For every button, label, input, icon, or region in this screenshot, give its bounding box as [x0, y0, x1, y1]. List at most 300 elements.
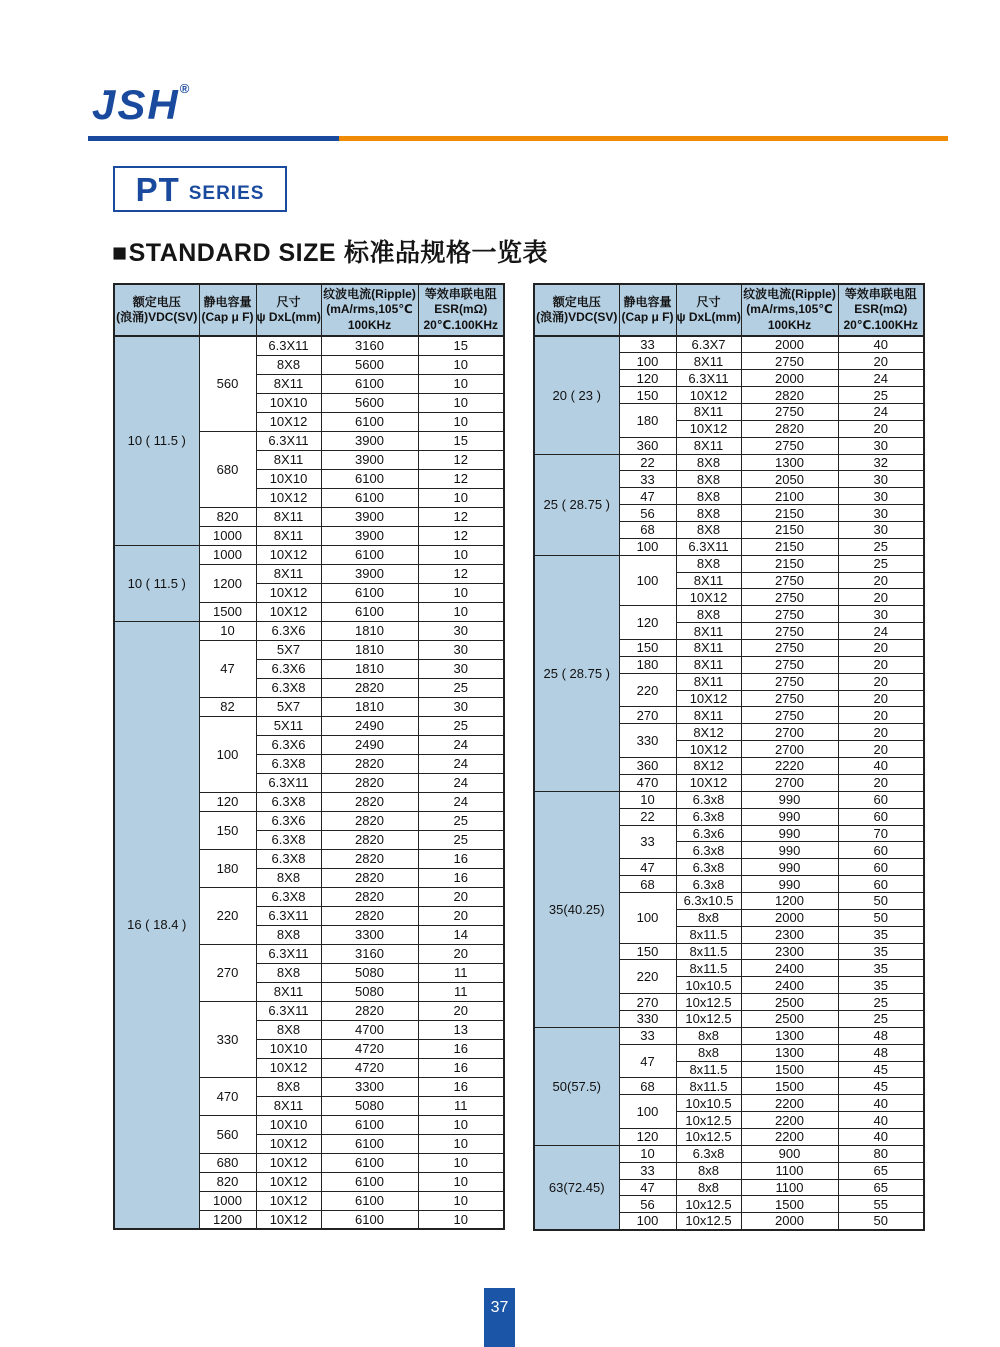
esr-cell: 45	[838, 1078, 924, 1095]
esr-cell: 35	[838, 960, 924, 977]
ripple-cell: 2750	[741, 673, 838, 690]
ripple-cell: 3900	[321, 507, 418, 526]
spec-row	[534, 1145, 924, 1162]
capacitance-cell: 680	[199, 431, 256, 507]
esr-cell: 20	[418, 944, 504, 963]
size-cell: 5X7	[256, 640, 321, 659]
esr-cell: 20	[418, 887, 504, 906]
ripple-cell: 2750	[741, 606, 838, 623]
capacitance-cell: 56	[619, 1196, 676, 1213]
ripple-cell: 2700	[741, 774, 838, 791]
ripple-cell: 2750	[741, 640, 838, 657]
size-cell: 8X12	[676, 758, 741, 775]
ripple-cell: 2750	[741, 572, 838, 589]
size-cell: 8x8	[676, 1179, 741, 1196]
size-cell: 10x12.5	[676, 1213, 741, 1230]
capacitance-cell: 1000	[199, 1191, 256, 1210]
ripple-cell: 2000	[741, 909, 838, 926]
size-cell: 5X7	[256, 697, 321, 716]
ripple-cell: 990	[741, 876, 838, 893]
size-cell: 6.3X6	[256, 659, 321, 678]
ripple-cell: 6100	[321, 545, 418, 564]
capacitance-cell: 330	[199, 1001, 256, 1077]
capacitance-cell: 10	[619, 791, 676, 808]
capacitance-cell: 47	[619, 859, 676, 876]
ripple-cell: 3900	[321, 450, 418, 469]
capacitance-cell: 270	[199, 944, 256, 1001]
size-cell: 8X11	[676, 623, 741, 640]
esr-cell: 24	[418, 754, 504, 773]
size-cell: 6.3x8	[676, 1145, 741, 1162]
capacitance-cell: 560	[199, 1115, 256, 1153]
capacitance-cell: 82	[199, 697, 256, 716]
size-cell: 10X10	[256, 1039, 321, 1058]
ripple-cell: 6100	[321, 583, 418, 602]
esr-cell: 20	[838, 640, 924, 657]
ripple-cell: 990	[741, 808, 838, 825]
ripple-cell: 1100	[741, 1179, 838, 1196]
ripple-cell: 1810	[321, 621, 418, 640]
column-header: 纹波电流(Ripple) (mA/rms,105℃ 100KHz	[321, 284, 418, 336]
esr-cell: 50	[838, 892, 924, 909]
esr-cell: 10	[418, 355, 504, 374]
esr-cell: 25	[838, 538, 924, 555]
ripple-cell: 3300	[321, 925, 418, 944]
esr-cell: 40	[838, 1095, 924, 1112]
capacitance-cell: 180	[199, 849, 256, 887]
esr-cell: 10	[418, 488, 504, 507]
ripple-cell: 1500	[741, 1078, 838, 1095]
ripple-cell: 3160	[321, 944, 418, 963]
esr-cell: 11	[418, 982, 504, 1001]
esr-cell: 14	[418, 925, 504, 944]
esr-cell: 20	[418, 906, 504, 925]
capacitance-cell: 1000	[199, 526, 256, 545]
esr-cell: 25	[838, 994, 924, 1011]
esr-cell: 40	[838, 336, 924, 353]
size-cell: 6.3x8	[676, 842, 741, 859]
column-header: 等效串联电阻 ESR(mΩ) 20℃.100KHz	[838, 284, 924, 336]
size-cell: 6.3X11	[256, 1001, 321, 1020]
ripple-cell: 2750	[741, 623, 838, 640]
ripple-cell: 2220	[741, 758, 838, 775]
column-header: 尺寸 ψ DxL(mm)	[256, 284, 321, 336]
ripple-cell: 4720	[321, 1058, 418, 1077]
ripple-cell: 2150	[741, 555, 838, 572]
spec-table-right	[533, 283, 925, 1231]
column-header: 静电容量 (Cap μ F)	[619, 284, 676, 336]
size-cell: 6.3X8	[256, 830, 321, 849]
esr-cell: 10	[418, 1153, 504, 1172]
capacitance-cell: 100	[619, 353, 676, 370]
size-cell: 6.3X8	[256, 849, 321, 868]
capacitance-cell: 47	[619, 1044, 676, 1078]
ripple-cell: 6100	[321, 469, 418, 488]
capacitance-cell: 1000	[199, 545, 256, 564]
ripple-cell: 6100	[321, 602, 418, 621]
esr-cell: 60	[838, 808, 924, 825]
esr-cell: 30	[838, 437, 924, 454]
size-cell: 10X12	[676, 774, 741, 791]
ripple-cell: 2820	[321, 830, 418, 849]
ripple-cell: 2500	[741, 994, 838, 1011]
size-cell: 8X11	[256, 1096, 321, 1115]
esr-cell: 12	[418, 526, 504, 545]
size-cell: 6.3X11	[256, 336, 321, 355]
ripple-cell: 1810	[321, 640, 418, 659]
ripple-cell: 2750	[741, 707, 838, 724]
ripple-cell: 2820	[321, 887, 418, 906]
esr-cell: 11	[418, 963, 504, 982]
esr-cell: 20	[838, 673, 924, 690]
ripple-cell: 2000	[741, 336, 838, 353]
size-cell: 10X12	[676, 741, 741, 758]
esr-cell: 30	[838, 606, 924, 623]
esr-cell: 16	[418, 1077, 504, 1096]
esr-cell: 40	[838, 1128, 924, 1145]
capacitance-cell: 180	[619, 656, 676, 673]
esr-cell: 10	[418, 1191, 504, 1210]
esr-cell: 40	[838, 758, 924, 775]
size-cell: 6.3X11	[256, 944, 321, 963]
ripple-cell: 2200	[741, 1095, 838, 1112]
capacitance-cell: 120	[619, 370, 676, 387]
ripple-cell: 2700	[741, 724, 838, 741]
ripple-cell: 2750	[741, 353, 838, 370]
ripple-cell: 3300	[321, 1077, 418, 1096]
ripple-cell: 2750	[741, 404, 838, 421]
esr-cell: 60	[838, 859, 924, 876]
ripple-cell: 2200	[741, 1128, 838, 1145]
esr-cell: 10	[418, 1134, 504, 1153]
voltage-cell: 20 ( 23 )	[534, 336, 619, 454]
ripple-cell: 990	[741, 842, 838, 859]
column-header: 尺寸 ψ DxL(mm)	[676, 284, 741, 336]
esr-cell: 35	[838, 943, 924, 960]
esr-cell: 35	[838, 926, 924, 943]
esr-cell: 20	[838, 707, 924, 724]
size-cell: 8x8	[676, 1044, 741, 1061]
ripple-cell: 6100	[321, 488, 418, 507]
ripple-cell: 2820	[321, 773, 418, 792]
size-cell: 6.3x8	[676, 859, 741, 876]
size-cell: 6.3X8	[256, 792, 321, 811]
size-cell: 10X12	[256, 1134, 321, 1153]
spec-row	[534, 454, 924, 471]
capacitance-cell: 22	[619, 454, 676, 471]
size-cell: 10X12	[676, 589, 741, 606]
ripple-cell: 2490	[321, 735, 418, 754]
capacitance-cell: 33	[619, 471, 676, 488]
size-cell: 8X11	[256, 982, 321, 1001]
size-cell: 8X11	[676, 437, 741, 454]
capacitance-cell: 100	[199, 716, 256, 792]
ripple-cell: 2820	[741, 387, 838, 404]
esr-cell: 80	[838, 1145, 924, 1162]
esr-cell: 65	[838, 1179, 924, 1196]
ripple-cell: 2750	[741, 690, 838, 707]
esr-cell: 30	[418, 640, 504, 659]
ripple-cell: 2820	[321, 906, 418, 925]
esr-cell: 30	[838, 471, 924, 488]
esr-cell: 10	[418, 1172, 504, 1191]
size-cell: 6.3x8	[676, 876, 741, 893]
voltage-cell: 16 ( 18.4 )	[114, 621, 199, 1229]
ripple-cell: 2820	[321, 849, 418, 868]
ripple-cell: 2500	[741, 1010, 838, 1027]
column-header: 额定电压 (浪涌)VDC(SV)	[534, 284, 619, 336]
capacitance-cell: 100	[619, 555, 676, 606]
ripple-cell: 2820	[321, 811, 418, 830]
brand-logo	[92, 82, 189, 126]
ripple-cell: 2150	[741, 522, 838, 539]
size-cell: 10X12	[256, 602, 321, 621]
size-cell: 8X8	[676, 522, 741, 539]
esr-cell: 30	[418, 659, 504, 678]
ripple-cell: 2820	[321, 868, 418, 887]
esr-cell: 24	[418, 735, 504, 754]
capacitance-cell: 100	[619, 538, 676, 555]
ripple-cell: 2300	[741, 926, 838, 943]
esr-cell: 70	[838, 825, 924, 842]
esr-cell: 25	[838, 555, 924, 572]
capacitance-cell: 120	[619, 1128, 676, 1145]
esr-cell: 10	[418, 412, 504, 431]
esr-cell: 12	[418, 507, 504, 526]
esr-cell: 20	[838, 589, 924, 606]
capacitance-cell: 270	[619, 994, 676, 1011]
section-heading-en: STANDARD SIZE	[128, 239, 337, 267]
size-cell: 6.3X7	[676, 336, 741, 353]
size-cell: 10X12	[256, 488, 321, 507]
capacitance-cell: 680	[199, 1153, 256, 1172]
ripple-cell: 6100	[321, 1172, 418, 1191]
ripple-cell: 6100	[321, 1153, 418, 1172]
esr-cell: 10	[418, 1115, 504, 1134]
capacitance-cell: 470	[619, 774, 676, 791]
ripple-cell: 2490	[321, 716, 418, 735]
size-cell: 8X11	[256, 507, 321, 526]
ripple-cell: 2150	[741, 538, 838, 555]
size-cell: 10X12	[256, 1210, 321, 1229]
series-title: PT	[135, 170, 180, 208]
voltage-cell: 25 ( 28.75 )	[534, 555, 619, 791]
ripple-cell: 990	[741, 825, 838, 842]
size-cell: 8X8	[676, 555, 741, 572]
capacitance-cell: 10	[619, 1145, 676, 1162]
ripple-cell: 2000	[741, 1213, 838, 1230]
capacitance-cell: 10	[199, 621, 256, 640]
capacitance-cell: 100	[619, 1095, 676, 1129]
size-cell: 6.3X8	[256, 754, 321, 773]
ripple-cell: 1810	[321, 659, 418, 678]
esr-cell: 16	[418, 868, 504, 887]
ripple-cell: 2700	[741, 741, 838, 758]
esr-cell: 13	[418, 1020, 504, 1039]
section-heading-zh: 标准品规格一览表	[344, 239, 549, 267]
ripple-cell: 1100	[741, 1162, 838, 1179]
capacitance-cell: 33	[619, 825, 676, 859]
size-cell: 6.3X11	[256, 773, 321, 792]
ripple-cell: 990	[741, 859, 838, 876]
capacitance-cell: 33	[619, 336, 676, 353]
capacitance-cell: 150	[619, 943, 676, 960]
size-cell: 6.3x6	[676, 825, 741, 842]
esr-cell: 20	[838, 774, 924, 791]
ripple-cell: 2750	[741, 589, 838, 606]
ripple-cell: 2200	[741, 1112, 838, 1129]
ripple-cell: 1810	[321, 697, 418, 716]
size-cell: 6.3x10.5	[676, 892, 741, 909]
esr-cell: 15	[418, 336, 504, 355]
voltage-cell: 25 ( 28.75 )	[534, 454, 619, 555]
size-cell: 8X8	[256, 868, 321, 887]
esr-cell: 20	[838, 353, 924, 370]
esr-cell: 32	[838, 454, 924, 471]
esr-cell: 10	[418, 602, 504, 621]
esr-cell: 16	[418, 849, 504, 868]
size-cell: 8X11	[676, 353, 741, 370]
capacitance-cell: 1200	[199, 1210, 256, 1229]
esr-cell: 20	[838, 724, 924, 741]
esr-cell: 20	[838, 656, 924, 673]
esr-cell: 12	[418, 469, 504, 488]
esr-cell: 10	[418, 393, 504, 412]
capacitance-cell: 150	[199, 811, 256, 849]
esr-cell: 24	[418, 773, 504, 792]
size-cell: 8X8	[256, 1020, 321, 1039]
voltage-cell: 63(72.45)	[534, 1145, 619, 1229]
size-cell: 8X12	[676, 724, 741, 741]
ripple-cell: 3900	[321, 564, 418, 583]
esr-cell: 16	[418, 1058, 504, 1077]
ripple-cell: 2300	[741, 943, 838, 960]
esr-cell: 30	[418, 621, 504, 640]
ripple-cell: 5080	[321, 982, 418, 1001]
esr-cell: 30	[838, 522, 924, 539]
series-box	[113, 166, 287, 212]
ripple-cell: 6100	[321, 1115, 418, 1134]
ripple-cell: 2750	[741, 656, 838, 673]
page-number: 37	[490, 1299, 509, 1316]
size-cell: 6.3X11	[256, 431, 321, 450]
voltage-cell: 50(57.5)	[534, 1027, 619, 1145]
esr-cell: 60	[838, 876, 924, 893]
esr-cell: 24	[838, 404, 924, 421]
capacitance-cell: 47	[199, 640, 256, 697]
capacitance-cell: 330	[619, 1010, 676, 1027]
spec-table-left	[113, 283, 505, 1230]
esr-cell: 20	[838, 741, 924, 758]
ripple-cell: 2400	[741, 960, 838, 977]
ripple-cell: 2150	[741, 505, 838, 522]
size-cell: 8x8	[676, 909, 741, 926]
size-cell: 8x8	[676, 1027, 741, 1044]
esr-cell: 10	[418, 545, 504, 564]
size-cell: 10X12	[256, 412, 321, 431]
size-cell: 8X8	[676, 606, 741, 623]
esr-cell: 10	[418, 583, 504, 602]
esr-cell: 25	[838, 387, 924, 404]
size-cell: 8X11	[256, 374, 321, 393]
column-header: 额定电压 (浪涌)VDC(SV)	[114, 284, 199, 336]
size-cell: 8X11	[676, 572, 741, 589]
esr-cell: 25	[418, 678, 504, 697]
capacitance-cell: 120	[199, 792, 256, 811]
size-cell: 8X11	[676, 673, 741, 690]
esr-cell: 11	[418, 1096, 504, 1115]
spec-row	[534, 1027, 924, 1044]
column-header: 静电容量 (Cap μ F)	[199, 284, 256, 336]
esr-cell: 20	[418, 1001, 504, 1020]
size-cell: 10X12	[256, 583, 321, 602]
ripple-cell: 6100	[321, 412, 418, 431]
size-cell: 10X10	[256, 469, 321, 488]
ripple-cell: 3900	[321, 431, 418, 450]
size-cell: 8x11.5	[676, 1078, 741, 1095]
ripple-cell: 4700	[321, 1020, 418, 1039]
esr-cell: 10	[418, 374, 504, 393]
size-cell: 10X12	[256, 1058, 321, 1077]
size-cell: 10x12.5	[676, 1112, 741, 1129]
header-rule-blue-segment	[88, 136, 339, 141]
size-cell: 8x11.5	[676, 960, 741, 977]
size-cell: 6.3X6	[256, 735, 321, 754]
esr-cell: 24	[838, 370, 924, 387]
esr-cell: 25	[418, 716, 504, 735]
ripple-cell: 1300	[741, 1027, 838, 1044]
brand-logo-text: JSH	[92, 81, 180, 128]
size-cell: 10X12	[676, 387, 741, 404]
registered-trademark-icon: ®	[179, 81, 190, 96]
size-cell: 6.3X8	[256, 887, 321, 906]
capacitance-cell: 360	[619, 437, 676, 454]
size-cell: 8X11	[676, 640, 741, 657]
ripple-cell: 2820	[741, 420, 838, 437]
header-rule	[88, 136, 948, 141]
size-cell: 10X12	[676, 690, 741, 707]
ripple-cell: 2820	[321, 754, 418, 773]
size-cell: 8X11	[676, 656, 741, 673]
size-cell: 8X8	[676, 471, 741, 488]
esr-cell: 12	[418, 450, 504, 469]
size-cell: 6.3X8	[256, 678, 321, 697]
size-cell: 8X8	[256, 925, 321, 944]
ripple-cell: 1300	[741, 454, 838, 471]
spec-row	[114, 621, 504, 640]
ripple-cell: 2400	[741, 977, 838, 994]
section-heading	[112, 233, 548, 269]
ripple-cell: 900	[741, 1145, 838, 1162]
ripple-cell: 5080	[321, 963, 418, 982]
size-cell: 10X10	[256, 1115, 321, 1134]
capacitance-cell: 150	[619, 387, 676, 404]
size-cell: 8x11.5	[676, 926, 741, 943]
size-cell: 8x11.5	[676, 943, 741, 960]
capacitance-cell: 100	[619, 1213, 676, 1230]
ripple-cell: 6100	[321, 1191, 418, 1210]
size-cell: 6.3x8	[676, 808, 741, 825]
size-cell: 8x11.5	[676, 1061, 741, 1078]
ripple-cell: 5600	[321, 355, 418, 374]
voltage-cell: 10 ( 11.5 )	[114, 545, 199, 621]
size-cell: 10X12	[256, 1191, 321, 1210]
size-cell: 8X8	[676, 488, 741, 505]
esr-cell: 48	[838, 1027, 924, 1044]
ripple-cell: 4720	[321, 1039, 418, 1058]
esr-cell: 65	[838, 1162, 924, 1179]
capacitance-cell: 360	[619, 758, 676, 775]
